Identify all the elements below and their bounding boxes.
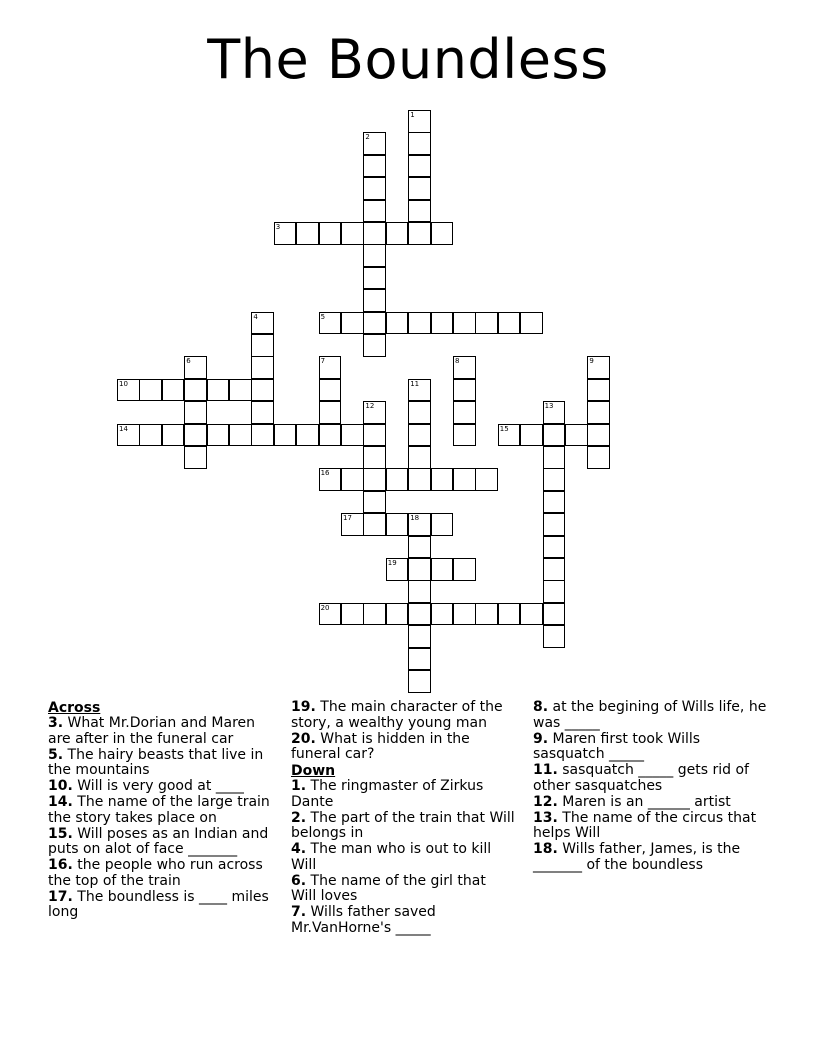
grid-cell[interactable] bbox=[139, 424, 162, 447]
clue-number: 17. bbox=[48, 888, 73, 905]
grid-cell[interactable] bbox=[431, 312, 454, 335]
grid-cell[interactable] bbox=[520, 312, 543, 335]
clue-item bbox=[533, 732, 771, 763]
clue-text: What is hidden in the funeral car? bbox=[291, 730, 470, 762]
clue-text: Wills father saved Mr.VanHorne's _____ bbox=[291, 904, 436, 936]
grid-cell[interactable] bbox=[363, 491, 386, 514]
grid-cell[interactable] bbox=[386, 603, 409, 626]
grid-cell[interactable] bbox=[408, 625, 431, 648]
grid-cell[interactable] bbox=[431, 603, 454, 626]
clue-text: The name of the circus that helps Will bbox=[533, 809, 757, 841]
grid-cell[interactable] bbox=[408, 536, 431, 559]
clue-text: the people who run across the top of the train bbox=[48, 857, 263, 889]
grid-cell[interactable] bbox=[453, 603, 476, 626]
clue-number: 19. bbox=[291, 699, 316, 715]
grid-cell[interactable] bbox=[453, 379, 476, 402]
grid-cell[interactable] bbox=[251, 356, 274, 379]
clue-number: 15. bbox=[48, 825, 73, 842]
grid-cell[interactable] bbox=[408, 670, 431, 693]
clue-item bbox=[48, 827, 280, 858]
clue-number: 16. bbox=[48, 857, 73, 873]
grid-cell[interactable] bbox=[363, 244, 386, 267]
across-clues-list bbox=[48, 716, 280, 921]
grid-cell[interactable] bbox=[453, 558, 476, 581]
clue-text: The man who is out to kill Will bbox=[291, 841, 492, 873]
grid-cell[interactable] bbox=[386, 222, 409, 245]
clue-item bbox=[48, 716, 280, 747]
clue-number: 14. bbox=[48, 794, 73, 810]
grid-cell[interactable] bbox=[251, 401, 274, 424]
clue-number: 5. bbox=[48, 746, 64, 763]
cell-number: 3 bbox=[275, 223, 281, 231]
grid-cell[interactable] bbox=[587, 356, 610, 379]
clue-number: 3. bbox=[48, 715, 64, 731]
clue-number: 4. bbox=[291, 841, 307, 857]
grid-cell[interactable] bbox=[543, 491, 566, 514]
grid-cell[interactable] bbox=[184, 379, 207, 402]
grid-cell[interactable] bbox=[319, 312, 342, 335]
grid-cell[interactable] bbox=[543, 580, 566, 603]
grid-cell[interactable] bbox=[341, 603, 364, 626]
clue-number: 2. bbox=[291, 809, 307, 826]
clue-number: 6. bbox=[291, 872, 307, 889]
clue-item bbox=[291, 811, 515, 842]
clues-column-1 bbox=[48, 700, 280, 921]
cell-number: 13 bbox=[544, 402, 554, 411]
clue-item bbox=[533, 700, 771, 731]
grid-cell[interactable] bbox=[251, 334, 274, 357]
grid-cell[interactable] bbox=[498, 312, 521, 335]
clue-item bbox=[48, 795, 280, 826]
clue-item bbox=[48, 748, 280, 779]
cell-number: 7 bbox=[320, 357, 326, 366]
grid-cell[interactable] bbox=[543, 603, 566, 626]
clue-text: Maren first took Wills sasquatch _____ bbox=[533, 730, 701, 762]
cell-number: 19 bbox=[387, 559, 397, 567]
grid-cell[interactable] bbox=[587, 446, 610, 469]
clue-text: What Mr.Dorian and Maren are after in the funeral car bbox=[48, 715, 256, 747]
grid-cell[interactable] bbox=[363, 603, 386, 626]
grid-cell[interactable] bbox=[587, 401, 610, 424]
clue-item bbox=[48, 779, 280, 795]
grid-cell[interactable] bbox=[341, 222, 364, 245]
grid-cell[interactable] bbox=[587, 424, 610, 447]
clue-text: The ringmaster of Zirkus Dante bbox=[291, 778, 484, 810]
clue-item bbox=[533, 811, 771, 842]
cell-number: 10 bbox=[119, 379, 128, 388]
clue-item bbox=[533, 795, 771, 811]
grid-cell[interactable] bbox=[251, 424, 274, 447]
grid-cell[interactable] bbox=[498, 424, 521, 447]
grid-cell[interactable] bbox=[475, 312, 498, 335]
grid-cell[interactable] bbox=[319, 424, 342, 447]
cell-number: 5 bbox=[320, 312, 326, 321]
grid-cell[interactable] bbox=[162, 424, 185, 447]
grid-cell[interactable] bbox=[543, 446, 566, 469]
clue-number: 11. bbox=[533, 762, 558, 778]
grid-cell[interactable] bbox=[363, 401, 386, 424]
grid-cell[interactable] bbox=[475, 468, 498, 491]
grid-cell[interactable] bbox=[543, 401, 566, 424]
grid-cell[interactable] bbox=[363, 513, 386, 536]
grid-cell[interactable] bbox=[408, 468, 431, 491]
clue-text: sasquatch _____ gets rid of other sasquatches bbox=[533, 762, 749, 794]
clue-item bbox=[291, 905, 515, 936]
grid-cell[interactable] bbox=[453, 356, 476, 379]
clue-text: Will is very good at ____ bbox=[72, 778, 244, 794]
clue-item bbox=[48, 858, 280, 889]
clue-number: 20. bbox=[291, 730, 316, 747]
clue-text: Maren is an ______ artist bbox=[557, 793, 731, 810]
grid-cell[interactable] bbox=[431, 468, 454, 491]
grid-cell[interactable] bbox=[319, 603, 342, 626]
grid-cell[interactable] bbox=[341, 424, 364, 447]
cell-number: 11 bbox=[410, 379, 420, 388]
grid-cell[interactable] bbox=[139, 379, 162, 402]
grid-cell[interactable] bbox=[363, 446, 386, 469]
cell-number: 2 bbox=[365, 133, 370, 142]
cell-number: 15 bbox=[499, 424, 509, 433]
grid-cell[interactable] bbox=[319, 468, 342, 491]
grid-cell[interactable] bbox=[408, 222, 431, 245]
grid-cell[interactable] bbox=[408, 558, 431, 581]
grid-cell[interactable] bbox=[408, 446, 431, 469]
grid-cell[interactable] bbox=[207, 379, 230, 402]
grid-cell[interactable] bbox=[386, 558, 409, 581]
clue-item bbox=[291, 700, 515, 731]
clue-number: 9. bbox=[533, 730, 549, 747]
clue-text: The hairy beasts that live in the mountains bbox=[48, 746, 264, 778]
grid-cell[interactable] bbox=[207, 424, 230, 447]
grid-cell[interactable] bbox=[565, 424, 588, 447]
grid-cell[interactable] bbox=[274, 222, 297, 245]
clue-number: 13. bbox=[533, 809, 558, 826]
grid-cell[interactable] bbox=[453, 468, 476, 491]
grid-cell[interactable] bbox=[543, 513, 566, 536]
grid-cell[interactable] bbox=[319, 379, 342, 402]
grid-cell[interactable] bbox=[431, 558, 454, 581]
grid-cell[interactable] bbox=[363, 200, 386, 223]
grid-cell[interactable] bbox=[408, 401, 431, 424]
grid-cell[interactable] bbox=[386, 312, 409, 335]
cell-number: 8 bbox=[455, 357, 460, 366]
clue-number: 8. bbox=[533, 699, 549, 715]
cell-number: 12 bbox=[365, 402, 375, 411]
grid-cell[interactable] bbox=[184, 424, 207, 447]
cell-number: 6 bbox=[186, 357, 191, 366]
grid-cell[interactable] bbox=[341, 513, 364, 536]
grid-cell[interactable] bbox=[341, 468, 364, 491]
clue-item bbox=[533, 842, 771, 873]
grid-cell[interactable] bbox=[453, 312, 476, 335]
grid-cell[interactable] bbox=[251, 379, 274, 402]
grid-cell[interactable] bbox=[475, 603, 498, 626]
clue-item bbox=[533, 763, 771, 794]
grid-cell[interactable] bbox=[341, 312, 364, 335]
grid-cell[interactable] bbox=[386, 468, 409, 491]
clue-number: 12. bbox=[533, 793, 558, 810]
grid-cell[interactable] bbox=[117, 379, 140, 402]
cell-number: 9 bbox=[589, 357, 594, 366]
puzzle-title: The Boundless bbox=[207, 28, 609, 91]
grid-cell[interactable] bbox=[319, 222, 342, 245]
cell-number: 18 bbox=[410, 514, 420, 523]
grid-cell[interactable] bbox=[408, 110, 431, 133]
down-clues-list bbox=[291, 779, 515, 936]
across-heading: Across bbox=[48, 700, 101, 716]
grid-cell[interactable] bbox=[184, 446, 207, 469]
grid-cell[interactable] bbox=[296, 222, 319, 245]
clue-number: 1. bbox=[291, 778, 307, 794]
grid-cell[interactable] bbox=[251, 312, 274, 335]
clues-column-2 bbox=[291, 700, 515, 937]
cell-number: 16 bbox=[320, 469, 330, 478]
grid-cell[interactable] bbox=[184, 356, 207, 379]
grid-cell[interactable] bbox=[117, 424, 140, 447]
grid-cell[interactable] bbox=[408, 424, 431, 447]
down-clues-list-continued bbox=[533, 700, 771, 873]
grid-cell[interactable] bbox=[408, 379, 431, 402]
grid-cell[interactable] bbox=[543, 625, 566, 648]
clue-text: at the begining of Wills life, he was _____ bbox=[533, 699, 767, 731]
clue-text: The name of the girl that Will loves bbox=[291, 872, 486, 904]
grid-cell[interactable] bbox=[543, 536, 566, 559]
grid-cell[interactable] bbox=[363, 132, 386, 155]
grid-cell[interactable] bbox=[363, 267, 386, 290]
across-clues-list-continued bbox=[291, 700, 515, 763]
grid-cell[interactable] bbox=[431, 222, 454, 245]
clue-number: 18. bbox=[533, 841, 558, 857]
grid-cell[interactable] bbox=[587, 379, 610, 402]
grid-cell[interactable] bbox=[363, 155, 386, 178]
cell-number: 20 bbox=[320, 603, 330, 612]
clue-item bbox=[291, 842, 515, 873]
clue-text: The main character of the story, a wealthy young man bbox=[291, 699, 503, 731]
clue-number: 10. bbox=[48, 778, 73, 794]
grid-cell[interactable] bbox=[498, 603, 521, 626]
grid-cell[interactable] bbox=[363, 334, 386, 357]
clue-number: 7. bbox=[291, 904, 307, 920]
grid-cell[interactable] bbox=[296, 424, 319, 447]
cell-number: 4 bbox=[253, 312, 258, 321]
grid-cell[interactable] bbox=[520, 424, 543, 447]
grid-cell[interactable] bbox=[408, 603, 431, 626]
clue-text: The boundless is ____ miles long bbox=[48, 888, 269, 920]
cell-number: 1 bbox=[410, 111, 415, 119]
grid-cell[interactable] bbox=[363, 177, 386, 200]
grid-cell[interactable] bbox=[319, 356, 342, 379]
grid-cell[interactable] bbox=[363, 289, 386, 312]
grid-cell[interactable] bbox=[229, 379, 252, 402]
clue-text: The name of the large train the story takes place on bbox=[48, 794, 270, 826]
grid-cell[interactable] bbox=[408, 513, 431, 536]
grid-cell[interactable] bbox=[363, 468, 386, 491]
grid-cell[interactable] bbox=[408, 200, 431, 223]
clue-item bbox=[291, 779, 515, 810]
grid-cell[interactable] bbox=[363, 312, 386, 335]
grid-cell[interactable] bbox=[274, 424, 297, 447]
grid-cell[interactable] bbox=[184, 401, 207, 424]
grid-cell[interactable] bbox=[431, 513, 454, 536]
clue-text: Will poses as an Indian and puts on alot of face _______ bbox=[48, 825, 269, 857]
grid-cell[interactable] bbox=[408, 580, 431, 603]
grid-cell[interactable] bbox=[408, 177, 431, 200]
grid-cell[interactable] bbox=[363, 424, 386, 447]
cell-number: 14 bbox=[119, 424, 128, 433]
clue-text: Wills father, James, is the _______ of the boundless bbox=[533, 841, 741, 873]
grid-cell[interactable] bbox=[162, 379, 185, 402]
cell-number: 17 bbox=[343, 514, 352, 523]
grid-cell[interactable] bbox=[408, 155, 431, 178]
clues-column-3 bbox=[533, 700, 771, 874]
grid-cell[interactable] bbox=[319, 401, 342, 424]
grid-cell[interactable] bbox=[453, 401, 476, 424]
grid-cell[interactable] bbox=[408, 312, 431, 335]
grid-cell[interactable] bbox=[453, 424, 476, 447]
grid-cell[interactable] bbox=[543, 558, 566, 581]
grid-cell[interactable] bbox=[520, 603, 543, 626]
grid-cell[interactable] bbox=[363, 222, 386, 245]
down-heading: Down bbox=[291, 763, 336, 779]
grid-cell[interactable] bbox=[408, 132, 431, 155]
clue-item bbox=[291, 732, 515, 763]
clue-text: The part of the train that Will belongs in bbox=[291, 809, 515, 841]
grid-cell[interactable] bbox=[408, 648, 431, 671]
clue-item bbox=[291, 874, 515, 905]
grid-cell[interactable] bbox=[386, 513, 409, 536]
clue-item bbox=[48, 890, 280, 921]
grid-cell[interactable] bbox=[229, 424, 252, 447]
grid-cell[interactable] bbox=[543, 468, 566, 491]
grid-cell[interactable] bbox=[543, 424, 566, 447]
